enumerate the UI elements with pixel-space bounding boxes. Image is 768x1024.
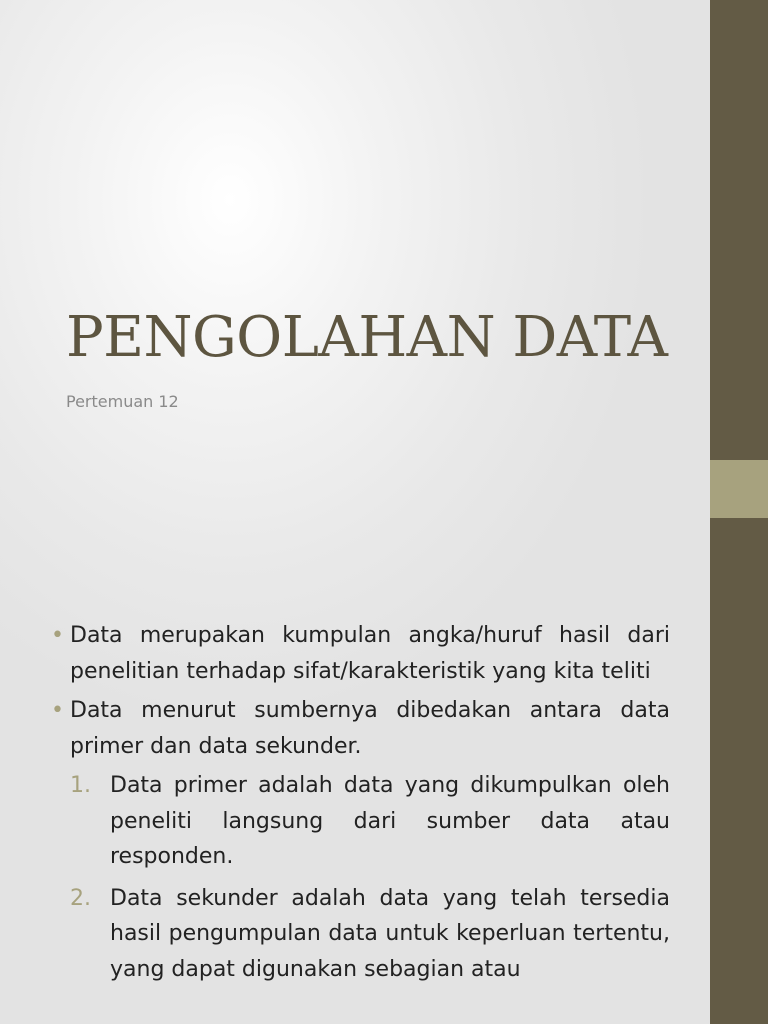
numbered-text: Data sekunder adalah data yang telah tersedia hasil pengumpulan data untuk keperluan tertentu, yang dapat digunakan sebagian atau xyxy=(110,885,670,982)
list-number: 2. xyxy=(70,885,91,911)
bullet-icon: • xyxy=(51,698,64,723)
numbered-item xyxy=(48,768,670,875)
numbered-text: Data primer adalah data yang dikumpulkan oleh peneliti langsung dari sumber data atau responden. xyxy=(110,773,670,869)
bullet-icon: • xyxy=(51,623,64,648)
sidebar-accent-block xyxy=(710,460,768,518)
slide-subtitle: Pertemuan 12 xyxy=(66,392,179,411)
numbered-item xyxy=(48,881,670,988)
bullet-item xyxy=(48,693,670,764)
bullet-text: Data menurut sumbernya dibedakan antara data primer dan data sekunder. xyxy=(70,698,670,759)
bullet-text: Data merupakan kumpulan angka/huruf hasil dari penelitian terhadap sifat/karakteristik yang kita teliti xyxy=(70,623,670,684)
decorative-sidebar xyxy=(710,0,768,1024)
list-number: 1. xyxy=(70,773,91,798)
slide-content xyxy=(48,618,670,993)
bullet-item xyxy=(48,618,670,689)
slide-title: PENGOLAHAN DATA xyxy=(66,305,668,370)
